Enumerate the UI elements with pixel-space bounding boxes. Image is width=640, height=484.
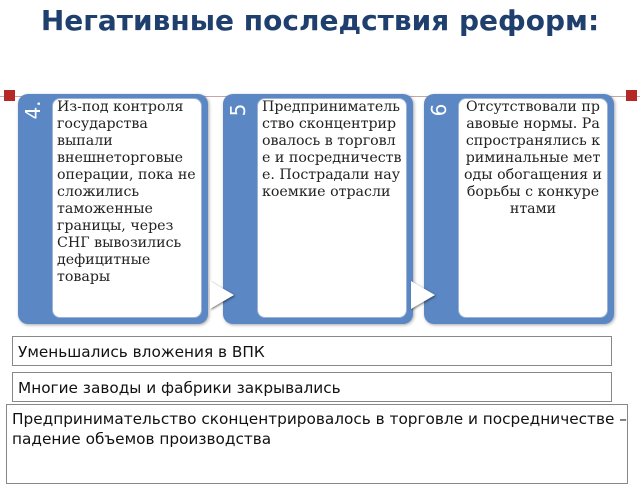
card-6 (424, 94, 614, 324)
arrow-right-icon (210, 281, 234, 309)
left-accent-square (4, 90, 15, 101)
card-6-text: Отсутствовали правовые нормы. Распространялись криминальные методы обогащения и борьбы с конкурентами (458, 98, 608, 318)
slide-title: Негативные последствия реформ: (40, 4, 600, 37)
card-4 (18, 94, 208, 324)
card-5-text: Предпринимательство сконцентрировалось в торговле и посредничестве. Пострадали наукоемкие отрасли (257, 98, 407, 318)
card-6-number: 6 (427, 103, 451, 117)
consequence-box-1: Уменьшались вложения в ВПК (12, 336, 612, 366)
consequence-box-2: Многие заводы и фабрики закрывались (12, 372, 612, 402)
consequence-box-3: Предпринимательство сконцентрировалось в торговле и посредничестве – падение объемов производства (6, 404, 628, 484)
card-5-number: 5 (226, 103, 250, 117)
right-accent-square (626, 90, 637, 101)
card-4-number: 4. (21, 100, 45, 120)
card-4-text: Из-под контроля государства выпали внешнеторговые операции, пока не сложились таможенные границы, через СНГ вывозились дефицитные товары (52, 98, 202, 318)
card-5 (223, 94, 413, 324)
arrow-right-icon (411, 281, 435, 309)
